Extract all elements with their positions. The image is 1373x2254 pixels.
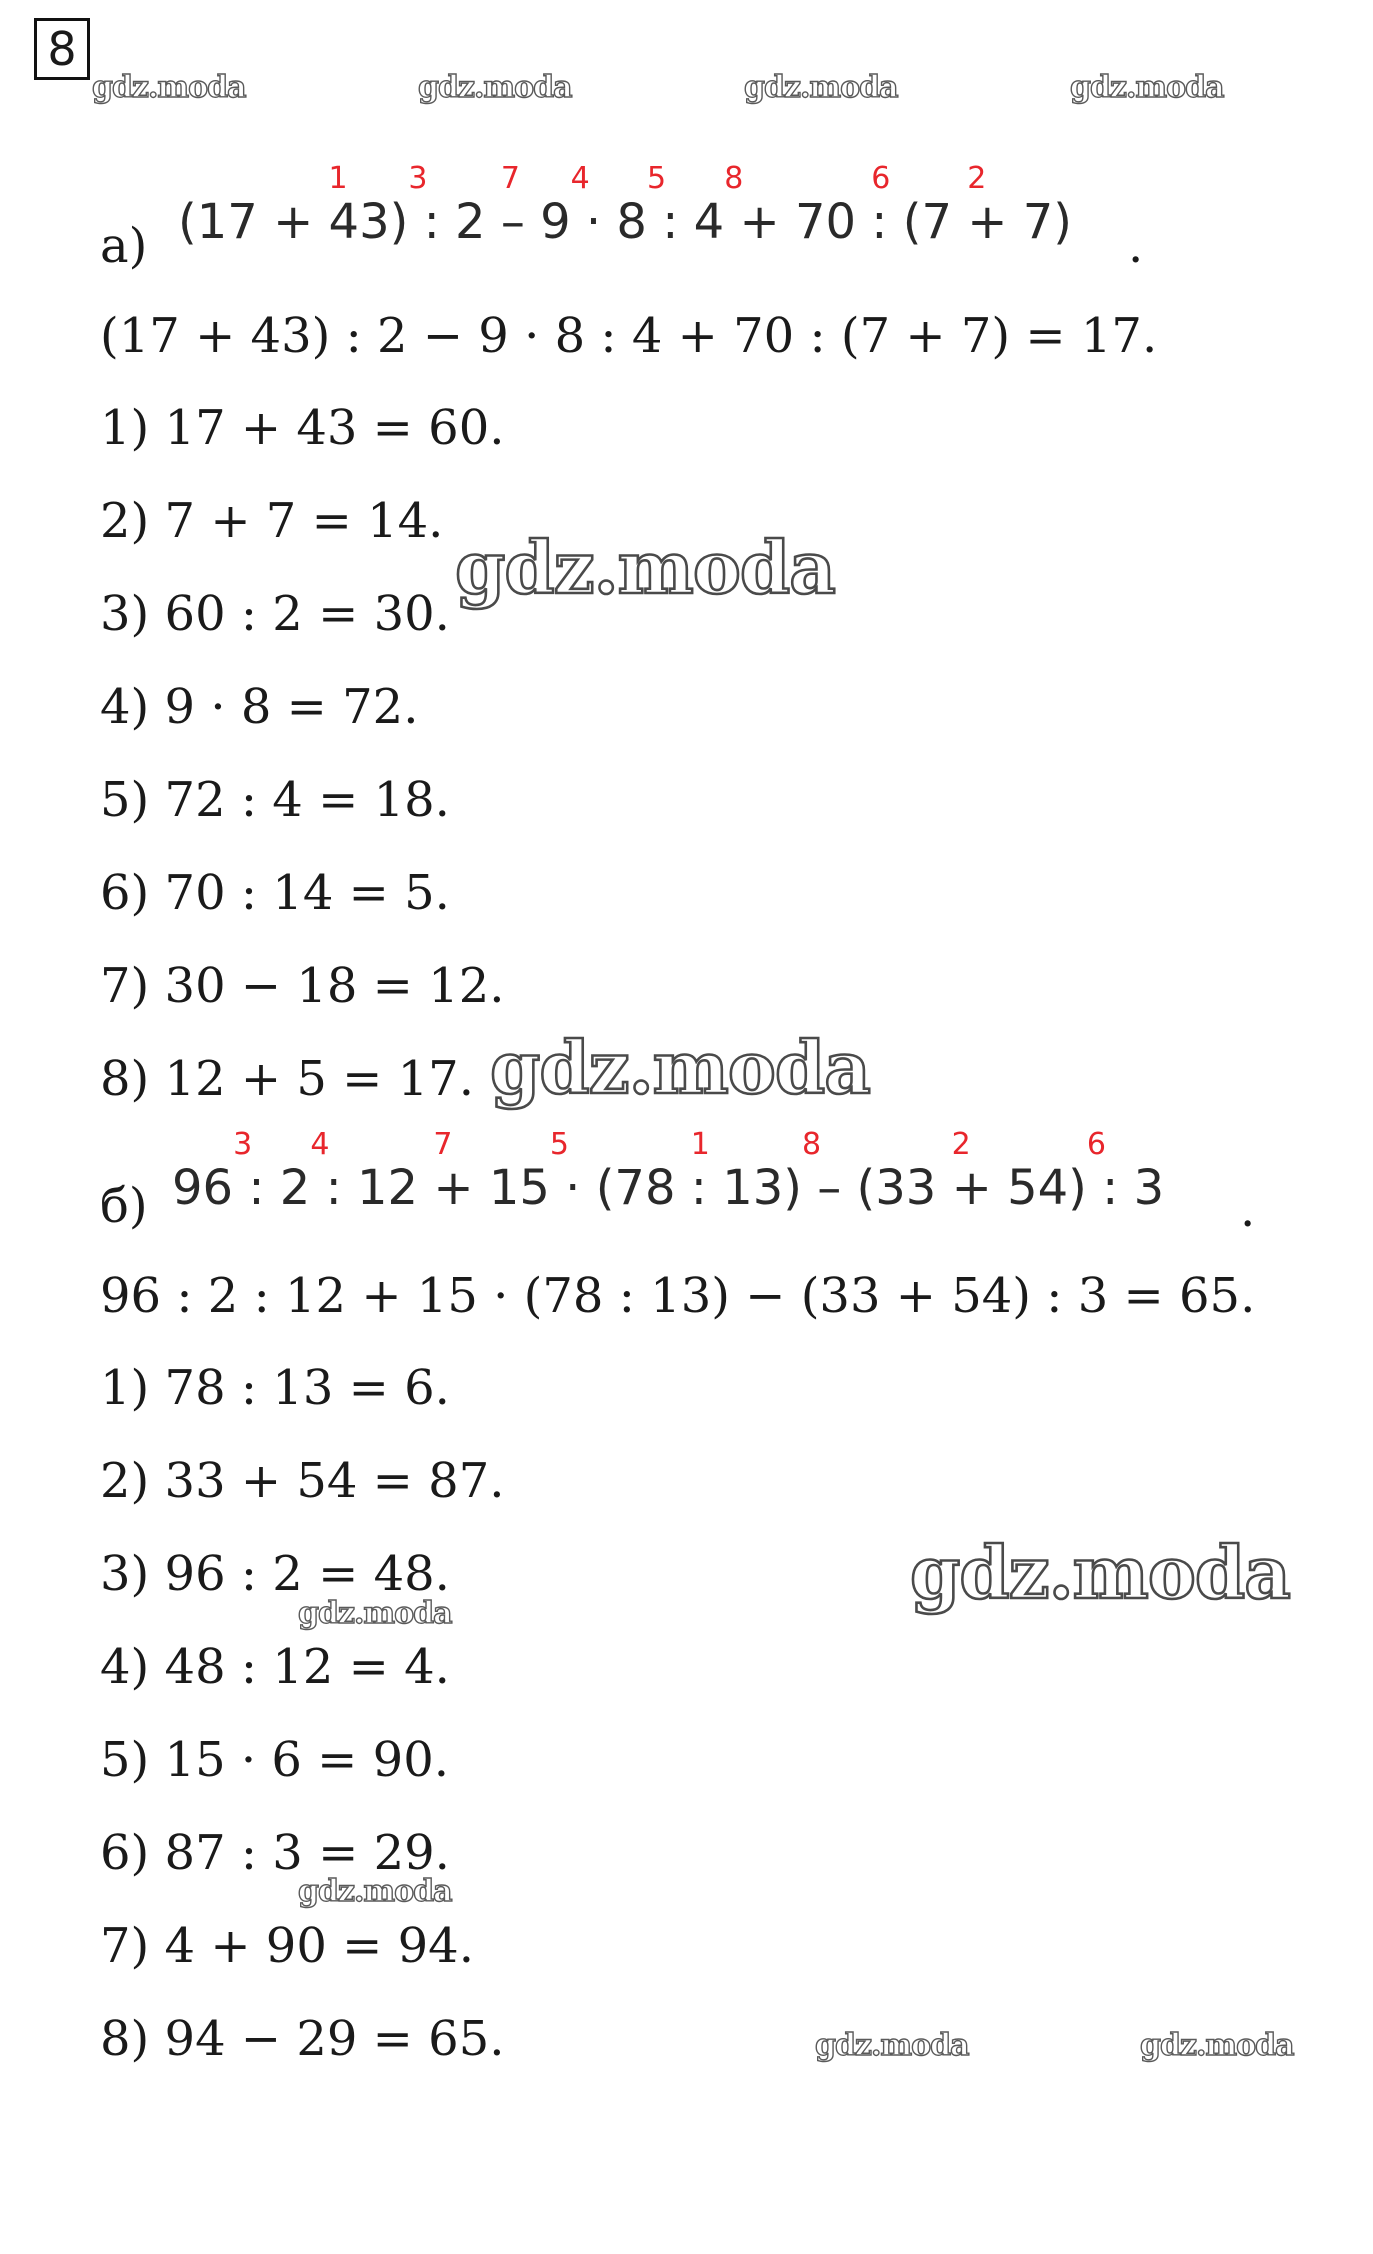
part-a-expression xyxy=(178,161,1072,250)
part-b-operation-order-number: 6 xyxy=(1086,1127,1106,1162)
part-a-operation-order-number: 7 xyxy=(500,161,520,196)
watermark: gdz.moda xyxy=(1140,2028,1294,2063)
part-b-step: 5) 15 · 6 = 90. xyxy=(100,1732,449,1788)
part-a-step: 7) 30 − 18 = 12. xyxy=(100,958,505,1014)
part-b-expression-token: 54) xyxy=(1007,1160,1087,1216)
part-b-expression-token: 96 xyxy=(172,1160,234,1216)
part-b-expression-token: (78 xyxy=(595,1160,691,1216)
part-a-expression-token: 70 xyxy=(794,194,872,250)
part-b-expression-token: : 4 xyxy=(310,1127,357,1216)
part-a-expression-token: – 9 7 xyxy=(500,161,571,250)
part-a-expression-token: 43) 1 xyxy=(328,161,409,250)
part-a-step: 2) 7 + 7 = 14. xyxy=(100,493,444,549)
part-a-expression-token: : 5 xyxy=(646,161,694,250)
part-a-operation-order-number: 8 xyxy=(724,161,744,196)
part-a-expression-token: : 3 xyxy=(408,161,456,250)
part-b-expression-token: · 5 xyxy=(549,1127,596,1216)
part-b-expression-token: (33 xyxy=(856,1160,952,1216)
watermark: gdz.moda xyxy=(298,1874,452,1909)
part-b-operation-order-number: 2 xyxy=(951,1127,971,1162)
watermark: gdz.moda xyxy=(298,1596,452,1631)
part-a-expression-token: : 6 xyxy=(871,161,903,250)
part-b-expression-token: 2 xyxy=(279,1160,311,1216)
part-a-expression-dot: . xyxy=(1128,218,1144,274)
part-a-operation-order-number: 1 xyxy=(328,161,348,196)
part-a-step: 5) 72 : 4 = 18. xyxy=(100,772,450,828)
part-a-full-equation: (17 + 43) : 2 − 9 · 8 : 4 + 70 : (7 + 7) = 17. xyxy=(100,308,1158,364)
part-a-expression-token: 4 xyxy=(693,194,725,250)
watermark: gdz.moda xyxy=(418,70,572,105)
part-b-expression-token: 13) xyxy=(722,1160,802,1216)
watermark: gdz.moda xyxy=(744,70,898,105)
watermark: gdz.moda xyxy=(92,70,246,105)
part-b-label: б) xyxy=(100,1178,148,1234)
part-b-step: 8) 94 − 29 = 65. xyxy=(100,2011,505,2067)
part-b-expression-dot: . xyxy=(1240,1182,1256,1238)
part-b-expression-token: + 7 xyxy=(433,1127,489,1216)
part-b-operation-order-number: 4 xyxy=(310,1127,330,1162)
part-a-operation-order-number: 6 xyxy=(871,161,891,196)
part-a-step: 3) 60 : 2 = 30. xyxy=(100,586,450,642)
part-b-expression-token: 15 xyxy=(488,1160,550,1216)
part-a-operation-order-number: 4 xyxy=(570,161,590,196)
watermark-large: gdz.moda xyxy=(455,525,835,610)
part-a-expression-token: + 8 xyxy=(724,161,795,250)
part-a-operation-order-number: 2 xyxy=(967,161,987,196)
part-b-expression-token: : 3 xyxy=(233,1127,280,1216)
part-b-step: 1) 78 : 13 = 6. xyxy=(100,1360,450,1416)
part-b-expression xyxy=(172,1127,1165,1216)
part-b-step: 2) 33 + 54 = 87. xyxy=(100,1453,505,1509)
part-b-operation-order-number: 5 xyxy=(549,1127,569,1162)
part-a-step: 1) 17 + 43 = 60. xyxy=(100,400,505,456)
part-a-step: 8) 12 + 5 = 17. xyxy=(100,1051,474,1107)
watermark-large: gdz.moda xyxy=(490,1025,870,1110)
part-a-operation-order-number: 3 xyxy=(408,161,428,196)
task-number-box xyxy=(34,18,90,80)
part-b-expression-token: : 1 xyxy=(690,1127,723,1216)
part-a-expression-token: 8 xyxy=(616,194,647,250)
part-a-expression-token: 7) xyxy=(1022,194,1072,250)
part-b-step: 4) 48 : 12 = 4. xyxy=(100,1639,450,1695)
part-b-expression-token: 12 xyxy=(357,1160,434,1216)
watermark: gdz.moda xyxy=(815,2028,969,2063)
part-a-expression-token: + 2 xyxy=(967,161,1023,250)
watermark-large: gdz.moda xyxy=(910,1530,1290,1615)
part-b-step: 3) 96 : 2 = 48. xyxy=(100,1546,450,1602)
part-a-expression-token: 2 xyxy=(455,194,501,250)
watermark: gdz.moda xyxy=(1070,70,1224,105)
part-b-operation-order-number: 3 xyxy=(233,1127,253,1162)
part-b-operation-order-number: 8 xyxy=(802,1127,822,1162)
part-a-expression-token: · 4 xyxy=(570,161,617,250)
part-a-expression-token: (7 xyxy=(902,194,968,250)
part-b-full-equation: 96 : 2 : 12 + 15 · (78 : 13) − (33 + 54) : 3 = 65. xyxy=(100,1268,1256,1324)
part-b-expression-token: + 2 xyxy=(951,1127,1008,1216)
part-a-operation-order-number: 5 xyxy=(646,161,667,196)
part-a-step: 6) 70 : 14 = 5. xyxy=(100,865,450,921)
part-a-expression-token: (17 + xyxy=(178,194,329,250)
task-number: 8 xyxy=(47,22,77,76)
part-b-operation-order-number: 7 xyxy=(433,1127,453,1162)
part-b-step: 6) 87 : 3 = 29. xyxy=(100,1825,450,1881)
part-b-expression-token: 3 xyxy=(1133,1160,1165,1216)
part-a-label: а) xyxy=(100,218,148,274)
part-a-step: 4) 9 · 8 = 72. xyxy=(100,679,419,735)
part-b-step: 7) 4 + 90 = 94. xyxy=(100,1918,474,1974)
part-b-operation-order-number: 1 xyxy=(690,1127,710,1162)
part-b-expression-token: – 8 xyxy=(802,1127,857,1216)
part-b-expression-token: : 6 xyxy=(1086,1127,1134,1216)
